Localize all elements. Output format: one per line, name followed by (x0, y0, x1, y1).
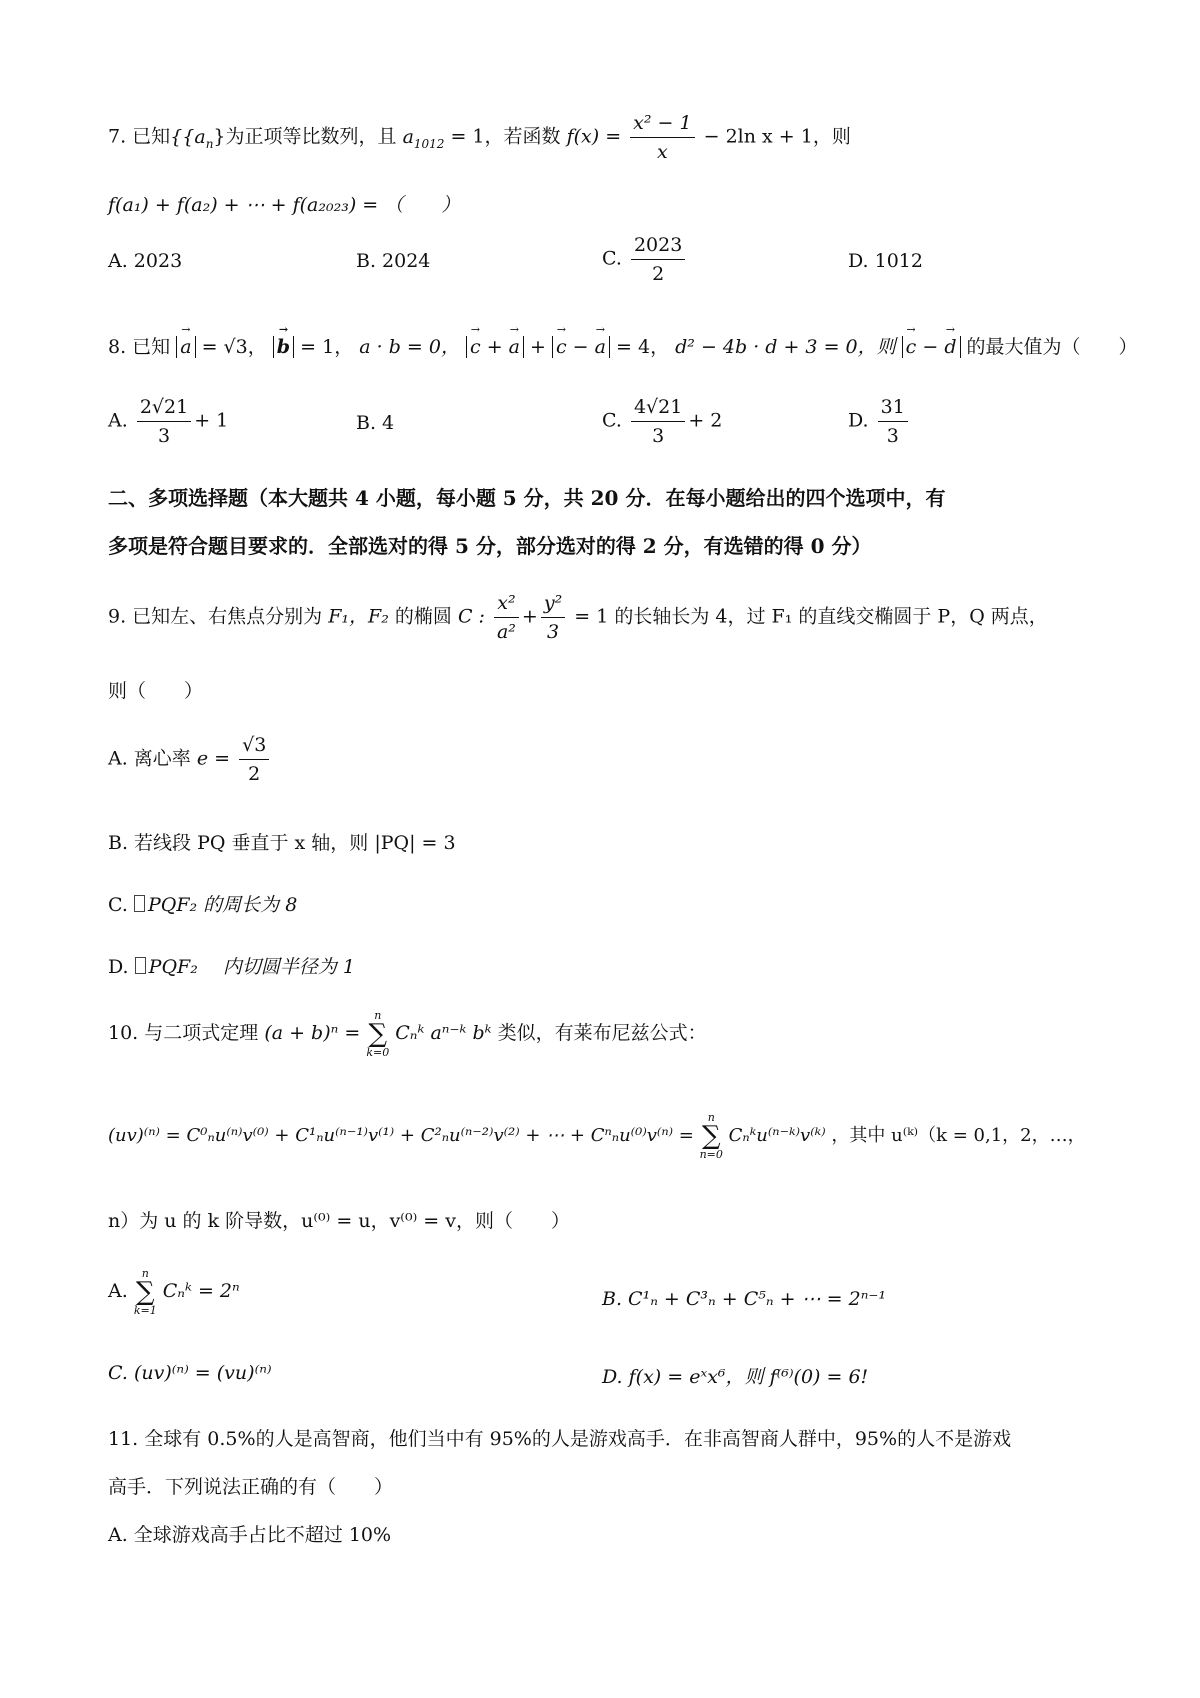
q10-line3: n）为 u 的 k 阶导数，u⁽⁰⁾ = u，v⁽⁰⁾ = v，则（ ） (108, 1210, 570, 1232)
q8-abs-b: → b (273, 336, 294, 358)
q7-tail: − 2ln x + 1，则 (703, 125, 851, 148)
q9-option-a: A. 离心率 e = $\frac{√3}{2}$ (108, 734, 272, 785)
q10-option-c: C. (uv)⁽ⁿ⁾ = (vu)⁽ⁿ⁾ (108, 1362, 272, 1384)
section2-line1: 二、多项选择题（本大题共 4 小题，每小题 5 分，共 20 分．在每小题给出的四个选项中，有 (108, 486, 946, 510)
q8-option-d: D. $\frac{31}{3}$ (848, 396, 911, 447)
q11-line2: 高手．下列说法正确的有（ ） (108, 1476, 394, 1498)
q9-line2: 则（ ） (108, 680, 204, 702)
q8-abs-a: → a (176, 336, 195, 358)
q7-option-a: A. 2023 (108, 250, 183, 272)
q7-fraction: $\frac{\text{x² − 1}}{x}$ (630, 112, 694, 163)
q9-line1: 9. 已知左、右焦点分别为 F₁，F₂ 的椭圆 C : $\frac{\text{x²}}{\text{a²}}$ + $\frac{\text{y²}}{3}$ = 1 的长轴长为 4，过 F₁ 的直线交椭圆于 P，Q 两点， (108, 592, 1048, 643)
q7-mid: }为正项等比数列，且 (213, 125, 397, 148)
q7-seq: {{$a_n$ (170, 125, 214, 151)
q7-cond: $a_{1012}$ (402, 125, 445, 151)
triangle-glyph-icon (134, 895, 145, 912)
q7-func: f(x) = (566, 125, 628, 148)
q7-line2: f(a₁) + f(a₂) + ⋯ + f(a₂₀₂₃) = （ ） (108, 194, 461, 216)
q7-option-d: D. 1012 (848, 250, 923, 272)
summation-icon: n ∑ n=0 (699, 1111, 723, 1161)
q7-cond-val: = 1，若函数 (444, 125, 561, 148)
q11-option-a: A. 全球游戏高手占比不超过 10% (108, 1524, 392, 1546)
q10-option-b: B. C¹ₙ + C³ₙ + C⁵ₙ + ⋯ = 2ⁿ⁻¹ (602, 1288, 887, 1310)
summation-icon: n ∑ k=0 (366, 1009, 390, 1059)
q8-abs-c-minus-d: → c − → d (902, 336, 961, 358)
q8-abs-c-minus-a: → c − → a (552, 336, 610, 358)
summation-icon: n ∑ k=1 (133, 1267, 157, 1317)
q7-prefix: 7. 已知 (108, 125, 171, 148)
q8-line: 8. 已知 → a = √3， → b = 1， a · b = 0， → c + → a + → c − → a = 4， d² − 4b · d + 3 = 0，则 → c − → d 的最大值为（ ） (108, 332, 1138, 359)
q9-option-b: B. 若线段 PQ 垂直于 x 轴，则 |PQ| = 3 (108, 832, 456, 854)
q9-option-c: C. PQF₂ 的周长为 8 (108, 894, 298, 916)
q8-abs-c-plus-a: → c + → a (466, 336, 524, 358)
q7-option-b: B. 2024 (356, 250, 431, 272)
q10-formula: (uv)⁽ⁿ⁾ = C⁰ₙu⁽ⁿ⁾v⁽⁰⁾ + C¹ₙu⁽ⁿ⁻¹⁾v⁽¹⁾ + C²ₙu⁽ⁿ⁻²⁾v⁽²⁾ + ⋯ + Cⁿₙu⁽⁰⁾v⁽ⁿ⁾ = n ∑ n=0 Cₙᵏu⁽ⁿ⁻ᵏ⁾v⁽ᵏ⁾ ，其中 u⁽ᵏ⁾（k = 0,1，2，…， (108, 1111, 1086, 1161)
q7-option-c: C. $\frac{2023}{2}$ (602, 234, 688, 285)
q7-line1 (108, 112, 851, 163)
q8-option-b: B. 4 (356, 412, 395, 434)
section2-line2: 多项是符合题目要求的．全部选对的得 5 分，部分选对的得 2 分，有选错的得 0 分） (108, 534, 872, 558)
q11-line1: 11. 全球有 0.5%的人是高智商，他们当中有 95%的人是游戏高手．在非高智商人群中，95%的人不是游戏 (108, 1428, 1012, 1450)
q8-option-a: A. $\frac{2√21}{3}$ + 1 (108, 396, 229, 447)
q10-option-a: A. n ∑ k=1 Cₙᵏ = 2ⁿ (108, 1267, 240, 1317)
q9-option-d: D. PQF₂ 内切圆半径为 1 (108, 956, 355, 978)
q8-option-c: C. $\frac{4√21}{3}$ + 2 (602, 396, 723, 447)
triangle-glyph-icon (135, 957, 146, 974)
q10-option-d: D. f(x) = eˣx⁶，则 f⁽⁶⁾(0) = 6! (602, 1366, 869, 1388)
q10-line1: 10. 与二项式定理 (a + b)ⁿ = n ∑ k=0 Cₙᵏ aⁿ⁻ᵏ bᵏ 类似，有莱布尼兹公式： (108, 1009, 707, 1059)
q7-option-c-fraction: $\frac{2023}{2}$ (631, 234, 685, 285)
